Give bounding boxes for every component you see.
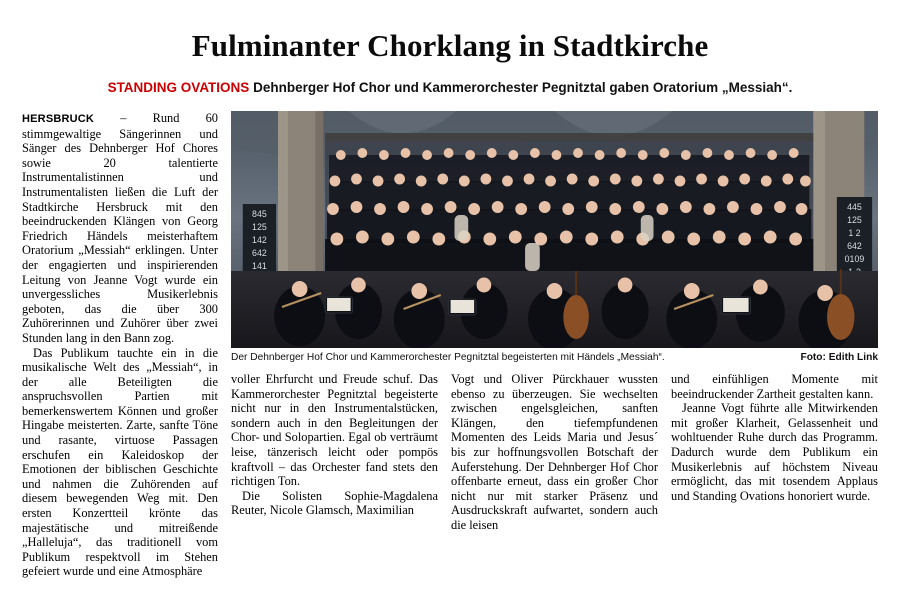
kicker	[22, 80, 878, 95]
paragraph	[22, 111, 218, 346]
svg-text:1 2: 1 2	[848, 227, 861, 239]
column-2	[231, 372, 438, 533]
paragraph-text: – Rund 60 stimmgewaltige Sängerinnen und Sänger des Dehnberger Hof Chores sowie 20 talentierte Instrumentalistinnen und Instrumentalisten ließen die Luft der Stadtkirche Hersbruck mit den beeindruckenden Klängen von Georg Friedrich Händels meisterhaftem Oratorium „Messiah“ erklingen. Unter der engagierten und inspirierenden Leitung von Jeanne Vogt wurde ein unvergessliches Musikerlebnis geboten, das die über 300 Zuhörerinnen und Zuhörer über zwei Stunden lang in den Bann zog.	[22, 111, 218, 345]
paragraph: Das Publikum tauchte ein in die musikalische Welt des „Messiah“, in der alle Beteiligten die anspruchsvollen Partien mit bemerkenswertem Können und großer Hingabe meisterten. Zarte, sanfte Töne und rasante, virtuose Passagen erschufen ein Kaleidoskop der Emotionen der biblischen Geschichte und nahmen die Zuhörenden auf diesem bewegenden Weg mit. Den ersten Konzertteil krönte das majestätische und mitreißende „Halleluja“, das traditionell vom Publikum respektvoll im Stehen gefeiert wurde und eine Atmosphäre	[22, 345, 218, 579]
svg-text:125: 125	[252, 221, 267, 233]
svg-text:642: 642	[252, 247, 267, 259]
column-1-text	[22, 111, 218, 579]
paragraph: und einfühligen Momente mit beeindruckender Zartheit gestalten kann.	[671, 372, 878, 401]
kicker-subtitle: Dehnberger Hof Chor und Kammerorchester Pegnitztal gaben Oratorium „Messiah“.	[253, 80, 793, 95]
photo-and-columns	[231, 111, 878, 533]
svg-text:142: 142	[252, 234, 267, 246]
lower-columns	[231, 372, 878, 533]
paragraph: Jeanne Vogt führte alle Mitwirkenden mit großer Klarheit, Gelassenheit und wohltuender Ruhe durch das Programm. Dadurch wurde dem Publikum ein Musikerlebnis auf höchstem Niveau ermöglicht, das mit tosendem Applaus und Standing Ovations honoriert wurde.	[671, 401, 878, 503]
svg-text:642: 642	[847, 240, 862, 252]
svg-text:445: 445	[847, 201, 862, 213]
photo-caption-row	[231, 348, 878, 363]
concert-photo-graphic	[231, 111, 878, 348]
kicker-lead: STANDING OVATIONS	[107, 80, 250, 95]
svg-text:0109: 0109	[844, 253, 865, 265]
svg-text:125: 125	[847, 214, 862, 226]
column-3-text	[451, 372, 658, 533]
column-4	[671, 372, 878, 533]
photo-caption: Der Dehnberger Hof Chor und Kammerorchester Pegnitztal begeisterten mit Händels „Messiah“.	[231, 352, 665, 363]
paragraph: Die Solisten Sophie-Magdalena Reuter, Nicole Glamsch, Maximilian	[231, 488, 438, 518]
column-2-text	[231, 372, 438, 518]
column-3	[451, 372, 658, 533]
paragraph: voller Ehrfurcht und Freude schuf. Das Kammerorchester Pegnitztal begeisterte nicht nur in den Instrumentalstücken, sondern auch in den Begleitungen der Chor- und Solopartien. Egal ob verträumt leise, tänzerisch leicht oder pompös kraftvoll – das Orchester fand stets den richtigen Ton.	[231, 372, 438, 489]
photo-credit: Foto: Edith Link	[800, 352, 878, 363]
paragraph: Vogt und Oliver Pürckhauer wussten ebenso zu überzeugen. Sie wechselten zwischen engelsgleichen, sanften Klängen, den tiefempfundenen Momenten des Leids Maria und Jesus´ bis zur hoffnungsvollen Botschaft der Auferstehung. Der Dehnberger Hof Chor offenbarte erneut, dass ein großer Chor nicht nur mit starker Präsenz und Ausdruckskraft aufwartet, sondern auch die leisen	[451, 372, 658, 532]
article-body	[22, 111, 878, 579]
concert-photo	[231, 111, 878, 348]
dateline: HERSBRUCK	[22, 113, 95, 125]
column-1	[22, 111, 218, 579]
column-4-text	[671, 372, 878, 503]
svg-text:845: 845	[252, 208, 267, 220]
svg-text:141: 141	[252, 260, 267, 272]
page-title: Fulminanter Chorklang in Stadtkirche	[191, 28, 709, 63]
